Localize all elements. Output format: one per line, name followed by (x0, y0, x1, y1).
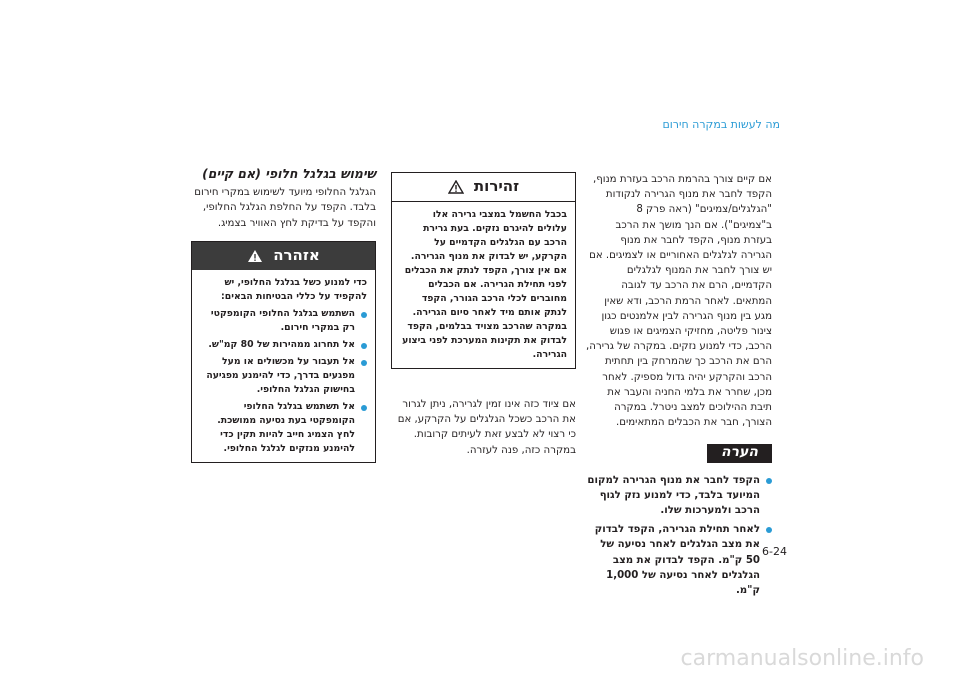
caution-header (392, 173, 575, 202)
caution-text: בכבל החשמל במצבי גרירה אלו עלולים להיגרם נזקים. בעת גרירת הרכב עם הגלגלים הקדמיים על הקרקע, יש לבדוק את מנוף הגרירה. אם אין צורך, הקפד לנתק את הכבלים לפני תחילת הגרירה. אם הכבלים מחוברים לכלי הרכב הגורר, הקפד לנתק אותם מיד לאחר סיום הגרירה. במקרה שהרכב מצויד בבלמים, הקפד לבדוק את תקינות המערכת לפני ביצוע הגרירה. (402, 209, 567, 360)
section-header: מה לעשות במקרה חירום (662, 118, 780, 131)
note-bullet-text: הקפד לחבר את מנוף הגרירה למקום המיועד בלבד, כדי למנוע נזק לגוף הרכב ולמערכות שלו. (587, 474, 760, 517)
warning-triangle-icon (448, 180, 464, 194)
warning-bullet (200, 338, 367, 352)
bullet-dot-icon (766, 527, 772, 533)
warning-body (192, 270, 375, 462)
bullet-dot-icon (361, 343, 367, 349)
middle-paragraph: אם ציוד כזה אינו זמין לגרירה, ניתן לגרור את הרכב כשכל הגלגלים על הקרקע, אם כי רצוי לא לבצע זאת לעיתים קרובות. במקרה כזה, פנה לעזרה. (397, 399, 576, 456)
middle-column (391, 172, 576, 458)
bullet-dot-icon (361, 405, 367, 411)
warning-bullet (200, 355, 367, 397)
towing-paragraph: אם קיים צורך בהרמת הרכב בעזרת מנוף, הקפד לחבר את מנוף הגרירה לנקודות "הגלגלים/צמיגים" (ראה פרק 8 ב"צמיגים"). אם הנך מושך את הרכב בעזרת מנוף, הקפד לחבר את מנוף הגרירה לגלגלים האחוריים או לצמיגים. אם יש צורך לחבר את המנוף לגלגלים הקדמיים, הרם את הרכב עד לגובה המתאים. לאחר הרמת הרכב, ודא שאין מגע בין מנוף הגרירה לבין אלמנטים כגון צינור פליטה, מחזיקי הצמיגים או פגוש הרכב, כדי למנוע נזקים. במקרה של גרירה, הרם את הרכב כך שהמרחק בין תחתית הרכב והקרקע יהיה גדול מספיק. לאחר מכן, שחרר את בלמי החניה והעבר את תיבת ההילוכים למצב ניטרל. במקרה הצורך, חבר את הכבלים המתאימים. (586, 174, 772, 429)
watermark-text: carmanualsonline.info (680, 646, 924, 671)
warning-bullet-text: אל תשתמש בגלגל החלופי הקומפקטי בעת נסיעה ממושכת. לחץ הצמיג חייב להיות תקין כדי להימנע מנזקים לגלגל החלופי. (217, 400, 355, 454)
caution-box (391, 172, 576, 369)
bullet-dot-icon (766, 478, 772, 484)
page-number: 6-24 (762, 545, 787, 558)
caution-title: זהירות (473, 177, 520, 196)
warning-title: אזהרה (273, 246, 320, 265)
right-column (586, 172, 772, 598)
warning-header (192, 242, 375, 270)
bullet-dot-icon (361, 360, 367, 366)
note-bullet (586, 473, 772, 519)
warning-bullet-text: אל תעבור על מכשולים או מעל מפגעים בדרך, כדי להימנע מפגיעה בחישוק הגלגל החלופי. (206, 355, 355, 395)
section-title: שימוש בגלגל חלופי (אם קיים) (202, 166, 376, 181)
note-label: הערה (707, 444, 772, 462)
left-column (191, 166, 376, 463)
footer-watermark (0, 646, 960, 678)
note-bullet-text: לאחר תחילת הגרירה, הקפד לבדוק את מצב הגלגלים לאחר נסיעה של 50 ק"מ. הקפד לבדוק את מצב הגלגלים לאחר נסיעה של 1,000 ק"מ. (594, 524, 760, 597)
warning-box (191, 241, 376, 463)
warning-bullet-text: אל תחרוג ממהירות של 80 קמ"ש. (208, 338, 355, 350)
warning-intro: כדי למנוע כשל בגלגל החלופי, יש להקפיד על כללי הבטיחות הבאים: (221, 276, 367, 302)
bullet-dot-icon (361, 312, 367, 318)
warning-triangle-icon (247, 249, 263, 263)
warning-bullet-text: השתמש בגלגל החלופי הקומפקטי רק במקרי חירום. (210, 307, 355, 333)
note-heading (586, 444, 772, 462)
note-bullet (586, 522, 772, 598)
warning-bullet (200, 400, 367, 456)
warning-bullet (200, 307, 367, 335)
spare-intro: הגלגל החלופי מיועד לשימוש במקרי חירום בלבד. הקפד על החלפת הגלגל החלופי, והקפד על בדיקת לחץ האוויר בצמיג. (194, 187, 376, 229)
